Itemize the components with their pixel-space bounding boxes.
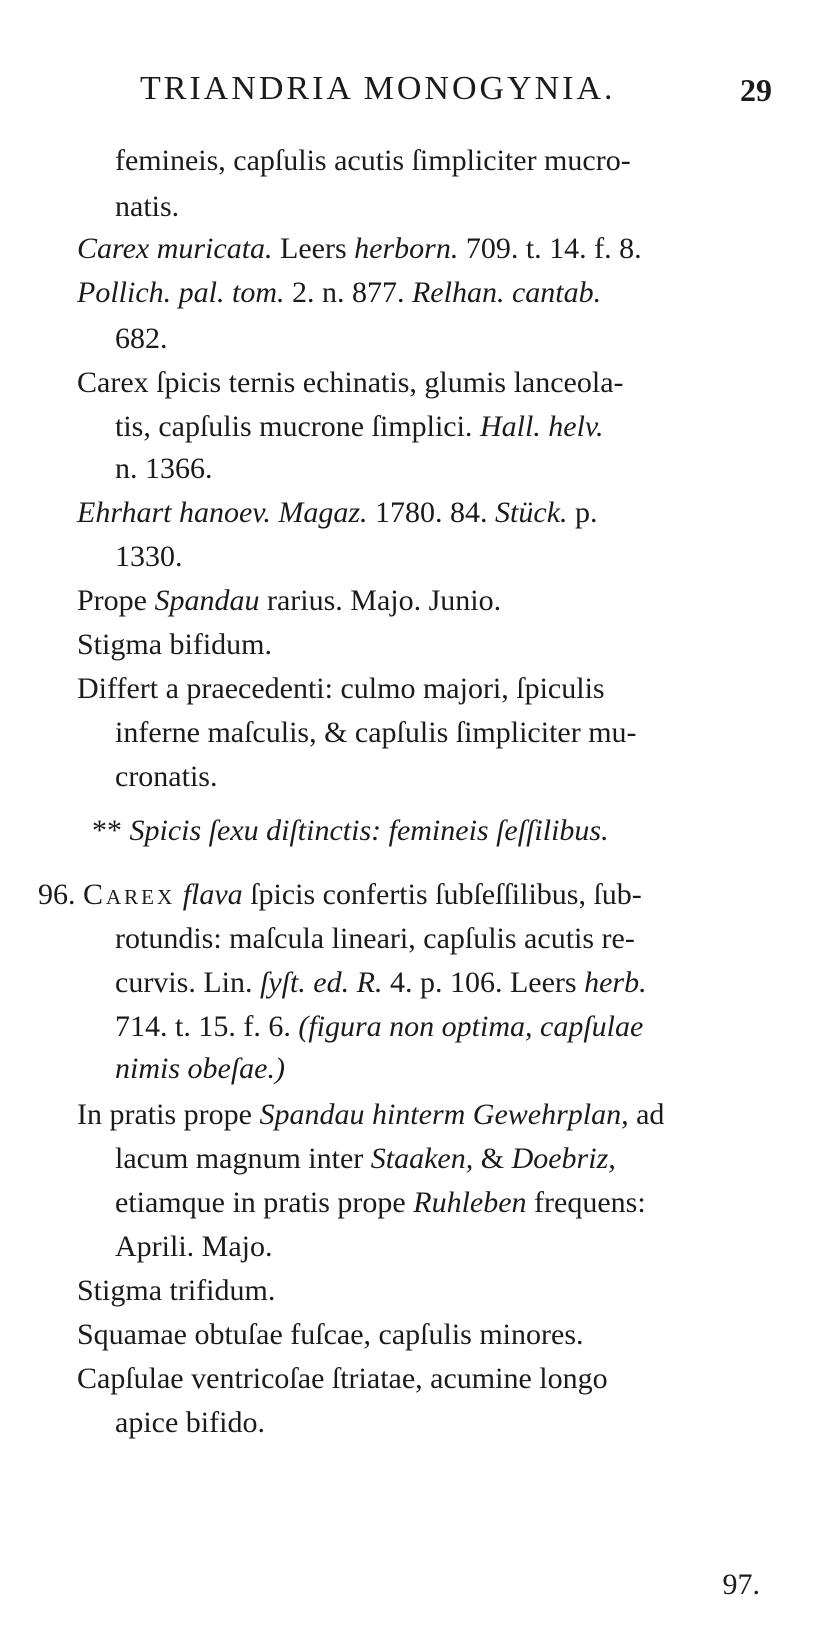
- text-line: nimis obeſae.): [115, 1052, 285, 1085]
- text-line: Stigma trifidum.: [77, 1274, 276, 1307]
- text-line: curvis. Lin. ſyſt. ed. R. 4. p. 106. Leers herb.: [115, 966, 647, 999]
- text-line: cronatis.: [115, 760, 218, 793]
- text-line: Capſulae ventricoſae ſtriatae, acumine longo: [77, 1362, 608, 1395]
- text-line: tis, capſulis mucrone ſimplici. Hall. helv.: [115, 410, 604, 443]
- text-line: n. 1366.: [115, 452, 213, 485]
- text-line: 682.: [115, 322, 168, 355]
- text-line: apice bifido.: [115, 1406, 265, 1439]
- text-line: Differt a praecedenti: culmo majori, ſpiculis: [77, 672, 605, 705]
- text-line: natis.: [115, 190, 180, 223]
- habitat-line: In pratis prope Spandau hinterm Gewehrplan, ad: [77, 1098, 665, 1131]
- text-line: inferne maſculis, & capſulis ſimpliciter mu-: [115, 716, 637, 749]
- synonym-line: Pollich. pal. tom. 2. n. 877. Relhan. cantab.: [77, 276, 602, 309]
- section-heading: ** Spicis ſexu diſtinctis: femineis ſeſſilibus.: [92, 814, 609, 847]
- synonym-line: Ehrhart hanoev. Magaz. 1780. 84. Stück. p.: [77, 496, 598, 529]
- text-line: 1330.: [115, 540, 183, 573]
- text-line: Squamae obtuſae fuſcae, capſulis minores.: [77, 1318, 584, 1351]
- text-line: rotundis: maſcula lineari, capſulis acutis re-: [115, 922, 635, 955]
- page-header: [0, 70, 830, 120]
- running-title: TRIANDRIA MONOGYNIA.: [140, 70, 616, 107]
- text-line: lacum magnum inter Staaken, & Doebriz,: [115, 1142, 616, 1175]
- text-line: Aprili. Majo.: [115, 1230, 273, 1263]
- page-number: 29: [740, 72, 772, 108]
- habitat-line: Prope Spandau rarius. Majo. Junio.: [77, 584, 502, 617]
- text-line: etiamque in pratis prope Ruhleben frequens:: [115, 1186, 646, 1219]
- species-entry-96: 96. Carex flava ſpicis confertis ſubſeſſilibus, ſub-: [38, 878, 642, 911]
- text-line: femineis, capſulis acutis ſimpliciter mucro-: [115, 144, 631, 177]
- text-line: Stigma bifidum.: [77, 628, 272, 661]
- catchword: 97.: [722, 1568, 760, 1601]
- synonym-line: Carex muricata. Leers herborn. 709. t. 14. f. 8.: [77, 232, 642, 265]
- text-line: 714. t. 15. f. 6. (figura non optima, capſulae: [115, 1010, 644, 1043]
- text-line: Carex ſpicis ternis echinatis, glumis lanceola-: [77, 366, 624, 399]
